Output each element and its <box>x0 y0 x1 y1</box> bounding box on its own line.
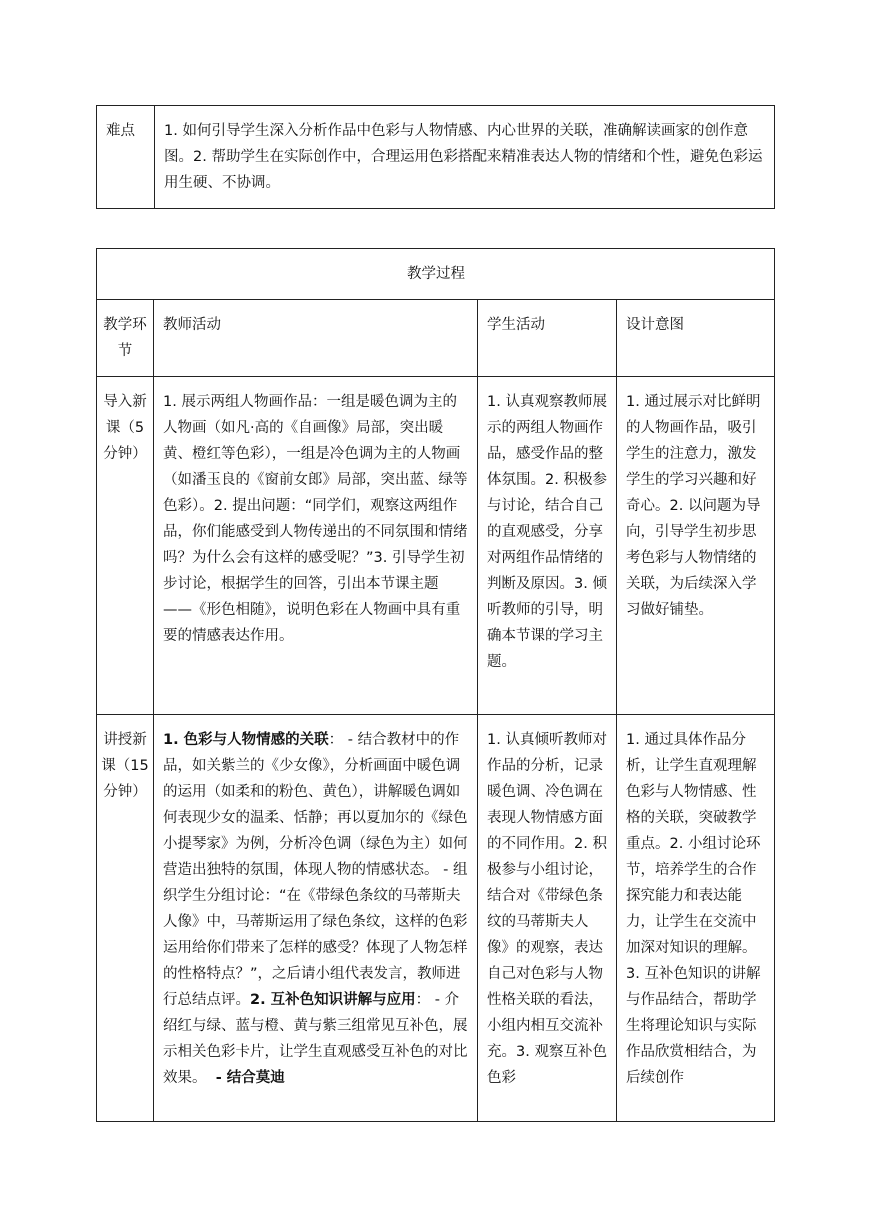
header-stage: 教学环节 <box>97 300 154 377</box>
teacher-text-2: ： - 介绍红与绿、蓝与橙、黄与紫三组常见互补色，展示相关色彩卡片，让学生直观感受互补色的对比效果。 <box>163 992 468 1086</box>
header-student: 学生活动 <box>478 300 617 377</box>
teacher-activity-cell: 1. 展示两组人物画作品：一组是暖色调为主的人物画（如凡·高的《自画像》局部，突出暖黄、橙红等色彩），一组是冷色调为主的人物画（如潘玉良的《窗前女郎》局部，突出蓝、绿等色彩）。2. 提出问题：“同学们，观察这两组作品，你们能感受到人物传递出的不同氛围和情绪吗？为什么会有这样的感受呢？”3. 引导学生初步讨论，根据学生的回答，引出本节课主题 ——《形色相随》，说明色彩在人物画中具有重要的情感表达作用。 <box>154 377 478 715</box>
header-design: 设计意图 <box>617 300 775 377</box>
student-activity-cell: 1. 认真观察教师展示的两组人物画作品，感受作品的整体氛围。2. 积极参与讨论，结合自己的直观感受，分享对两组作品情绪的判断及原因。3. 倾听教师的引导，明确本节课的学习主题。 <box>478 377 617 715</box>
teacher-activity-cell <box>154 715 478 1122</box>
difficulty-label: 难点 <box>97 106 155 209</box>
difficulty-row <box>97 106 775 209</box>
table-row <box>97 377 775 715</box>
student-activity-cell: 1. 认真倾听教师对作品的分析，记录暖色调、冷色调在表现人物情感方面的不同作用。2. 积极参与小组讨论，结合对《带绿色条纹的马蒂斯夫人像》的观察，表达自己对色彩与人物性格关联的看法，小组内相互交流补充。3. 观察互补色色彩 <box>478 715 617 1122</box>
process-title-row <box>97 249 775 300</box>
teacher-text-3: - 结合莫迪 <box>215 1070 285 1086</box>
stage-cell: 导入新课（5分钟） <box>97 377 154 715</box>
teacher-heading-2: 2. 互补色知识讲解与应用 <box>250 992 416 1008</box>
teacher-text-1: ： - 结合教材中的作品，如关紫兰的《少女像》，分析画面中暖色调的运用（如柔和的粉色、黄色），讲解暖色调如何表现少女的温柔、恬静；再以夏加尔的《绿色小提琴家》为例，分析冷色调（绿色为主）如何营造出独特的氛围，体现人物的情感状态。 - 组织学生分组讨论：“在《带绿色条纹的马蒂斯夫人像》中，马蒂斯运用了绿色条纹，这样的色彩运用给你们带来了怎样的感受？体现了人物怎样的性格特点？”，之后请小组代表发言，教师进行总结点评。 <box>163 732 468 1008</box>
stage-cell: 讲授新课（15分钟） <box>97 715 154 1122</box>
design-intent-cell: 1. 通过展示对比鲜明的人物画作品，吸引学生的注意力，激发学生的学习兴趣和好奇心。2. 以问题为导向，引导学生初步思考色彩与人物情绪的关联，为后续深入学习做好铺垫。 <box>617 377 775 715</box>
table-row <box>97 715 775 1122</box>
design-intent-cell: 1. 通过具体作品分析，让学生直观理解色彩与人物情感、性格的关联，突破教学重点。2. 小组讨论环节，培养学生的合作探究能力和表达能力，让学生在交流中加深对知识的理解。3. 互补色知识的讲解与作品结合，帮助学生将理论知识与实际作品欣赏相结合，为后续创作 <box>617 715 775 1122</box>
difficulty-table <box>96 105 775 209</box>
teaching-process-table <box>96 248 775 1122</box>
difficulty-content: 1. 如何引导学生深入分析作品中色彩与人物情感、内心世界的关联，准确解读画家的创作意图。2. 帮助学生在实际创作中，合理运用色彩搭配来精准表达人物的情绪和个性，避免色彩运用生硬、不协调。 <box>155 106 775 209</box>
process-title: 教学过程 <box>97 249 775 300</box>
teacher-heading-1: 1. 色彩与人物情感的关联 <box>163 732 329 748</box>
header-teacher: 教师活动 <box>154 300 478 377</box>
header-row <box>97 300 775 377</box>
